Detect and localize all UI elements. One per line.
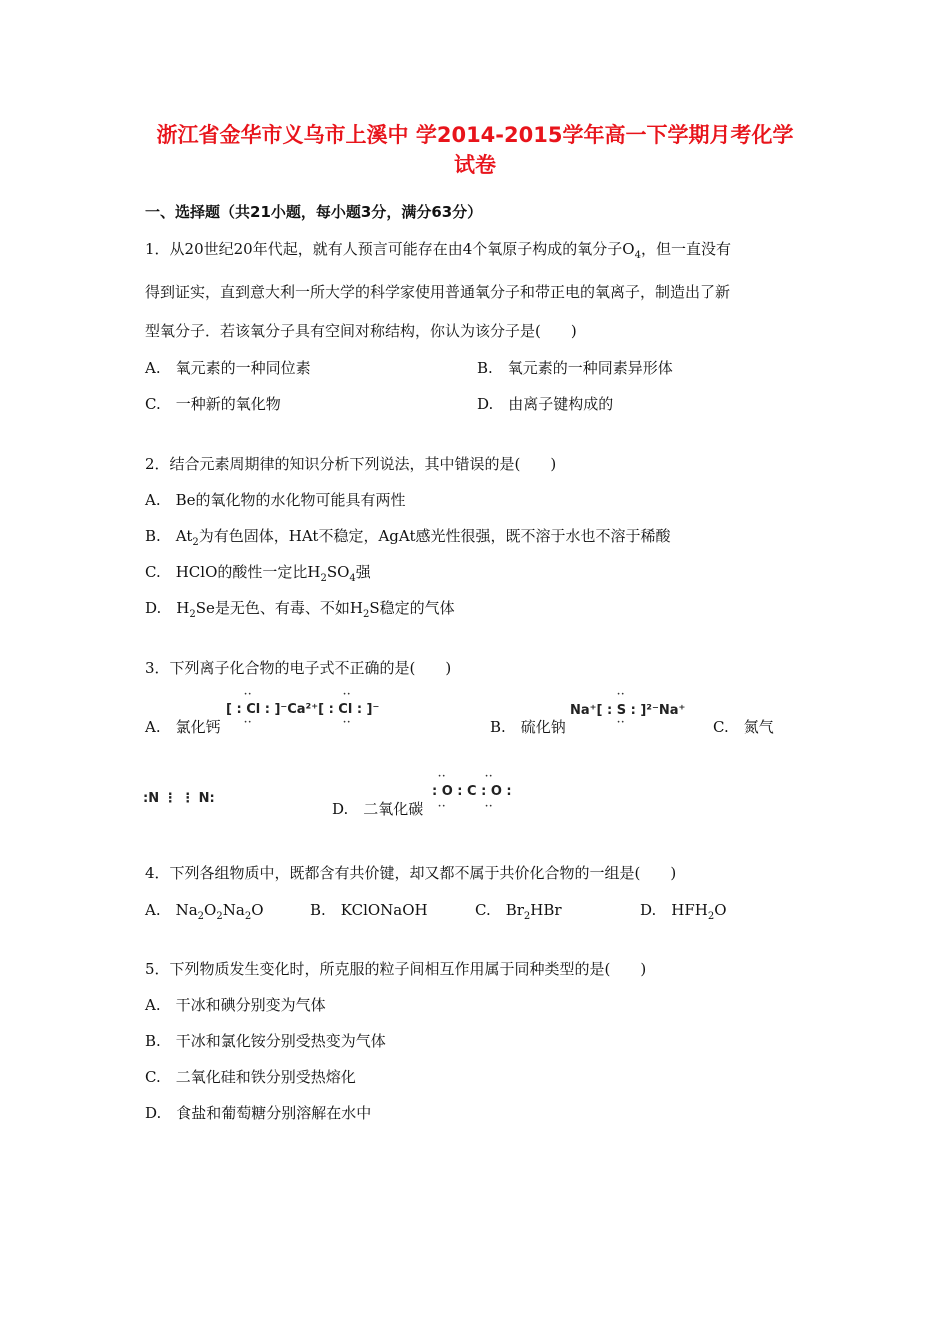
lewis-dots: ··: [343, 690, 352, 700]
lewis-dots: ··: [485, 802, 494, 812]
q1-option-b: B. 氧元素的一种同素异形体: [477, 359, 673, 377]
title-line-1: 浙江省金华市义乌市上溪中 学2014-2015学年高一下学期月考化学: [156, 123, 794, 147]
q2-option-a: A. Be的氧化物的水化物可能具有两性: [145, 491, 406, 509]
cacl2-electron-formula: [ : Cl : ]⁻Ca²⁺[ : Cl : ]⁻: [226, 702, 380, 717]
q3-option-c: C. 氮气: [713, 718, 774, 736]
q4-option-d: D. $HFH_2O$: [640, 901, 727, 922]
lewis-dots: ··: [617, 690, 626, 700]
q1-option-c: C. 一种新的氧化物: [145, 395, 281, 413]
q2-option-b: B. $At_2$为有色固体，HAt不稳定，AgAt感光性很强，既不溶于水也不溶于稀酸: [145, 527, 671, 548]
lewis-dots: ··: [485, 772, 494, 782]
n2-electron-formula: :N ⋮ ⋮ N:: [143, 791, 215, 806]
co2-electron-formula: : O : C : O :: [432, 784, 512, 799]
q3-option-b: B. 硫化钠: [490, 718, 566, 736]
lewis-dots: ··: [438, 802, 447, 812]
q3-option-a: A. 氯化钙: [145, 718, 221, 736]
q2-option-d: D. $H_2Se$是无色、有毒、不如$H_2S$稳定的气体: [145, 599, 455, 620]
q4-stem: 4．下列各组物质中，既都含有共价键，却又都不属于共价化合物的一组是( ): [145, 864, 677, 882]
q5-stem: 5．下列物质发生变化时，所克服的粒子间相互作用属于同种类型的是( ): [145, 960, 647, 978]
q1-line-3: 型氧分子．若该氧分子具有空间对称结构，你认为该分子是( ): [145, 322, 577, 340]
q2-stem: 2．结合元素周期律的知识分析下列说法，其中错误的是( ): [145, 455, 557, 473]
lewis-dots: ··: [617, 718, 626, 728]
q1-line-1: 1．从20世纪20年代起，就有人预言可能存在由4个氧原子构成的氧分子$O_4$，但一直没有: [145, 240, 731, 261]
q3-stem: 3．下列离子化合物的电子式不正确的是( ): [145, 659, 452, 677]
lewis-dots: ··: [244, 690, 253, 700]
q5-option-d: D. 食盐和葡萄糖分别溶解在水中: [145, 1104, 372, 1122]
q3-option-d: D. 二氧化碳: [332, 800, 424, 818]
q4-option-a: A. $Na_2O_2Na_2O$: [145, 901, 264, 922]
q5-option-c: C. 二氧化硅和铁分别受热熔化: [145, 1068, 356, 1086]
q4-option-b: B. KClONaOH: [310, 901, 428, 919]
title-line-2: 试卷: [454, 153, 496, 177]
lewis-dots: ··: [343, 718, 352, 728]
q2-option-c: C. HClO的酸性一定比$H_2SO_4$强: [145, 563, 371, 584]
section-header: 一、选择题（共21小题，每小题3分，满分63分）: [145, 203, 483, 221]
q5-option-b: B. 干冰和氯化铵分别受热变为气体: [145, 1032, 386, 1050]
lewis-dots: ··: [438, 772, 447, 782]
document-title: [100, 120, 850, 180]
q1-option-a: A. 氧元素的一种同位素: [145, 359, 311, 377]
q4-option-c: C. $Br_2HBr$: [475, 901, 562, 922]
na2s-electron-formula: Na⁺[ : S : ]²⁻Na⁺: [570, 703, 686, 718]
q1-line-2: 得到证实，直到意大利一所大学的科学家使用普通氧分子和带正电的氧离子，制造出了新: [145, 283, 731, 301]
lewis-dots: ··: [244, 718, 253, 728]
q1-option-d: D. 由离子键构成的: [477, 395, 614, 413]
q5-option-a: A. 干冰和碘分别变为气体: [145, 996, 326, 1014]
